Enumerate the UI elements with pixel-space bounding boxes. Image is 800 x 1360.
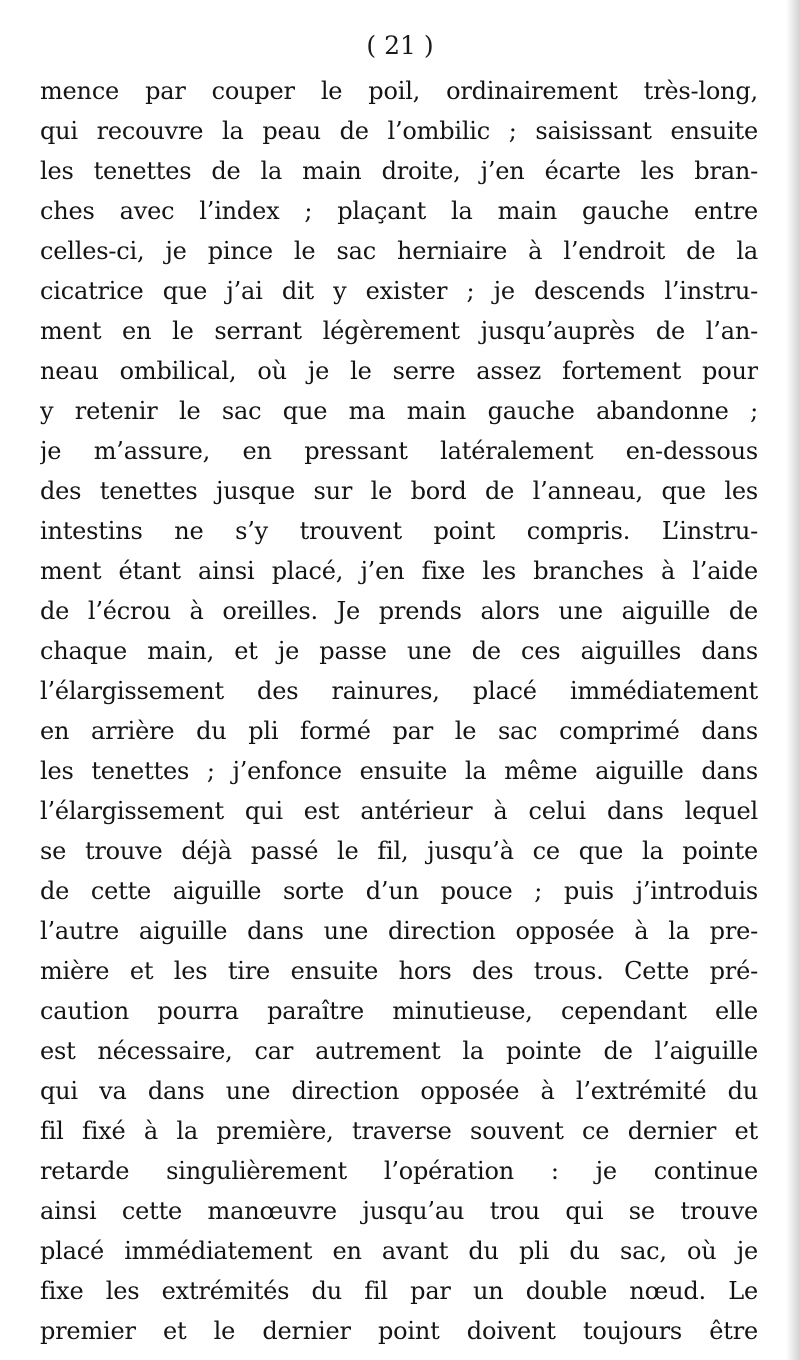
text-line: se trouve déjà passé le fil, jusqu’à ce que la pointe	[40, 837, 758, 865]
text-line: en arrière du pli formé par le sac comprimé dans	[40, 717, 758, 745]
text-line: de cette aiguille sorte d’un pouce ; puis j’introduis	[40, 877, 758, 905]
text-line: qui recouvre la peau de l’ombilic ; saisissant ensuite	[40, 117, 758, 145]
text-line: caution pourra paraître minutieuse, cependant elle	[40, 997, 758, 1025]
text-line: ment étant ainsi placé, j’en fixe les branches à l’aide	[40, 557, 758, 585]
page-edge-shadow	[786, 0, 800, 1360]
text-line: mière et les tire ensuite hors des trous. Cette pré-	[40, 957, 758, 985]
text-line: celles-ci, je pince le sac herniaire à l’endroit de la	[40, 237, 758, 265]
text-line: retarde singulièrement l’opération : je continue	[40, 1157, 758, 1185]
text-line: fil fixé à la première, traverse souvent ce dernier et	[40, 1117, 758, 1145]
text-line: y retenir le sac que ma main gauche abandonne ;	[40, 397, 758, 425]
text-line: chaque main, et je passe une de ces aiguilles dans	[40, 637, 758, 665]
page-number: ( 21 )	[366, 31, 434, 60]
text-line: placé immédiatement en avant du pli du sac, où je	[40, 1237, 758, 1265]
text-line: premier et le dernier point doivent toujours être	[40, 1317, 758, 1345]
text-line: l’élargissement qui est antérieur à celui dans lequel	[40, 797, 758, 825]
text-line: ches avec l’index ; plaçant la main gauche entre	[40, 197, 758, 225]
text-line: ainsi cette manœuvre jusqu’au trou qui se trouve	[40, 1197, 758, 1225]
text-line: qui va dans une direction opposée à l’extrémité du	[40, 1077, 758, 1105]
text-line: neau ombilical, où je le serre assez fortement pour	[40, 357, 758, 385]
text-line: je m’assure, en pressant latéralement en-dessous	[40, 437, 758, 465]
text-line: fixe les extrémités du fil par un double nœud. Le	[40, 1277, 758, 1305]
text-line: des tenettes jusque sur le bord de l’anneau, que les	[40, 477, 758, 505]
text-line: mence par couper le poil, ordinairement très-long,	[40, 77, 758, 105]
text-line: l’autre aiguille dans une direction opposée à la pre-	[40, 917, 758, 945]
text-line: est nécessaire, car autrement la pointe de l’aiguille	[40, 1037, 758, 1065]
text-line: intestins ne s’y trouvent point compris. L’instru-	[40, 517, 758, 545]
text-line: les tenettes de la main droite, j’en écarte les bran-	[40, 157, 758, 185]
text-line: l’élargissement des rainures, placé immédiatement	[40, 677, 758, 705]
text-line: cicatrice que j’ai dit y exister ; je descends l’instru-	[40, 277, 758, 305]
text-line: de l’écrou à oreilles. Je prends alors une aiguille de	[40, 597, 758, 625]
text-line: les tenettes ; j’enfonce ensuite la même aiguille dans	[40, 757, 758, 785]
text-line: ment en le serrant légèrement jusqu’auprès de l’an-	[40, 317, 758, 345]
body-text	[40, 71, 758, 1351]
